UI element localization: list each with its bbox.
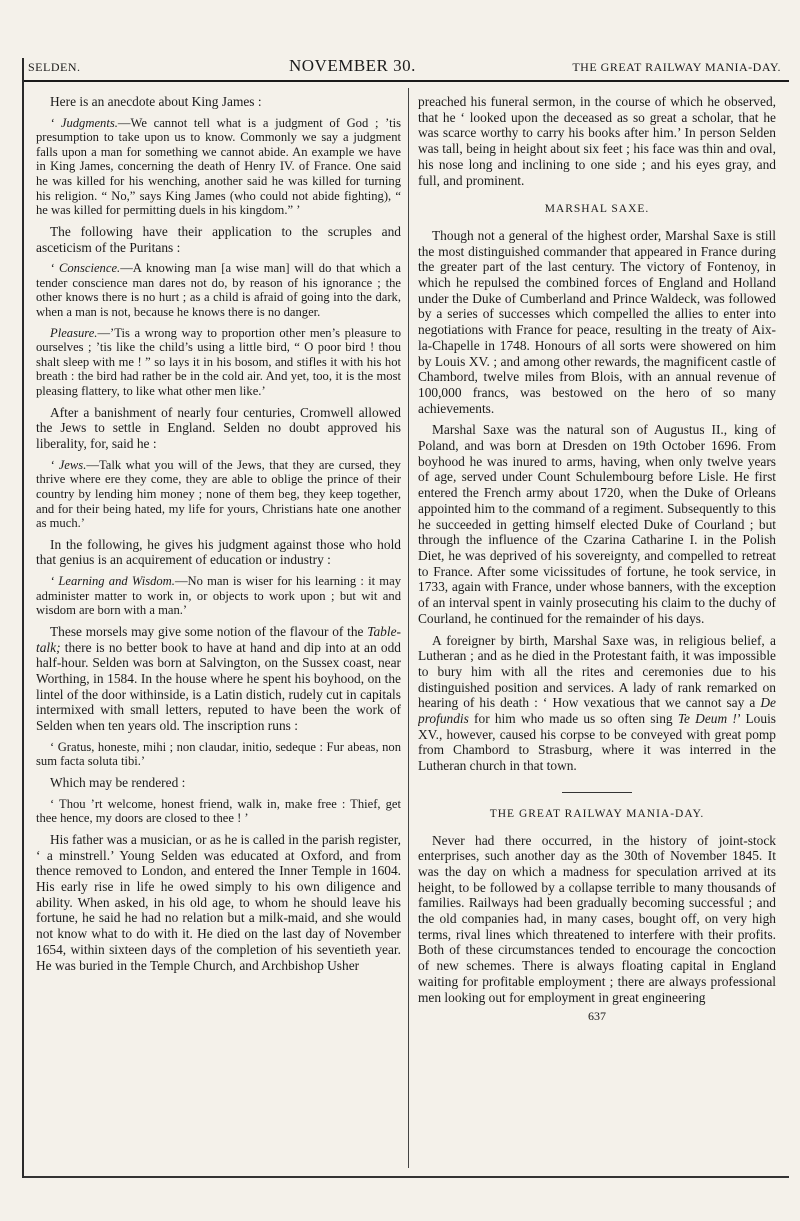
quote-title: ‘ Judgments. <box>50 115 118 130</box>
latin-inscription: ‘ Gratus, honeste, mihi ; non claudar, initio, sedeque : Fur abeas, non sum facta soluta tibi.’ <box>36 739 401 769</box>
quote-judgments <box>36 116 401 218</box>
quote-title: Pleasure. <box>50 325 98 340</box>
paragraph: Marshal Saxe was the natural son of Augustus II., king of Poland, and was born at Dresden on 19th October 1696. From boyhood he was inured to arms, having, when only twelve years of age, served under Count Schulembourg before Lisle. He first entered the French army about 1720, when the Duke of Orleans appointed him to the command of a regiment. Subsequently to this he succeeded in getting himself elected Duke of Courland ; but through the influence of the Czarina Catharine I. in the Polish Diet, he was deprived of his sovereignty, and compelled to retreat to France. After some vicissitudes of fortune, he took service, in 1733, again with France, under whose banners, with the exception of an interval spent in vainly prosecuting his claim to the duchy of Courland, he continued for the remainder of his days. <box>418 422 776 626</box>
inscription-translation: ‘ Thou ’rt welcome, honest friend, walk in, make free : Thief, get thee hence, my doors are closed to thee ! ’ <box>36 796 401 826</box>
paragraph: After a banishment of nearly four centuries, Cromwell allowed the Jews to settle in England. Selden no doubt approved his liberality, for, said he : <box>36 404 401 452</box>
quote-text: —Talk what you will of the Jews, that they are cursed, they thrive where ere they come, they are able to oblige the prince of their country by lending him money ; none of them beg, they keep together, and for their being hated, my life for yours, Christians hate one another as much.’ <box>36 457 401 531</box>
running-header <box>24 58 789 82</box>
paragraph: In the following, he gives his judgment against those who hold that genius is an acquirement of education or industry : <box>36 536 401 568</box>
quote-learning <box>36 574 401 618</box>
quote-title: ‘ Conscience. <box>50 261 121 276</box>
paragraph: preached his funeral sermon, in the course of which he observed, that he ‘ looked upon the deceased as so great a scholar, that he was scarce worthy to carry his books after him.’ In person Selden was tall, being in height about six feet ; his face was thin and oval, his nose long and inclining to one side ; and his eyes gray, and full, and prominent. <box>418 94 776 188</box>
quote-title: ‘ Learning and Wisdom. <box>50 574 175 589</box>
paragraph: His father was a musician, or as he is called in the parish register, ‘ a minstrell.’ Young Selden was educated at Oxford, and from thence removed to London, and entered the Inner Temple in 1604. His early rise in life he owed simply to his own diligence and ability. When asked, in his old age, to whom he should leave his fortune, he said he had no relation but a milk-maid, and she would not know what to do with it. He died on the last day of November 1654, within sixteen days of the completion of his seventieth year. He was buried in the Temple Church, and Archbishop Usher <box>36 831 401 973</box>
quote-text: —No man is wiser for his learning : it may administer matter to work in, or objects to work upon ; but wit and wisdom are born with a man.’ <box>36 574 401 618</box>
left-column <box>36 94 401 1169</box>
paragraph: Which may be rendered : <box>50 774 186 790</box>
header-left: SELDEN. <box>28 60 81 74</box>
book-page <box>22 58 789 1178</box>
quote-text: —’Tis a wrong way to proportion other men’s pleasure to ourselves ; ’tis like the child’s using a little bird, “ O poor bird ! thou shalt sleep with me ! ” so lays it in his bosom, and stifles it with his hot breath : the bird had rather be in the cold air. And yet, too, it is the most pleasing flattery, to like what other men like.’ <box>36 325 401 399</box>
paragraph: Never had there occurred, in the history of joint-stock enterprises, such another day as the 30th of November 1845. It was the day on which a madness for speculation arrived at its height, to be followed by a collapse terrible to many thousands of families. Railways had been gradually becoming successful ; and the old companies had, in many cases, bought off, on very high terms, rival lines which threatened to interfere with their profits. Both of these circumstances tended to encourage the concoction of new schemes. There is always floating capital in England waiting for profitable employment ; there are always professional men looking out for employment in great engineering <box>418 832 776 1005</box>
header-date: NOVEMBER 30. <box>289 56 416 75</box>
paragraph: The following have their application to the scruples and asceticism of the Puritans : <box>36 223 401 255</box>
page-number: 637 <box>588 1009 606 1024</box>
paragraph: These morsels may give some notion of the flavour of the Table-talk; there is no better book to have at hand and dip into at an odd half-hour. Selden was born at Salvington, on the Sussex coast, near Worthing, in 1584. In the house where he spent his boyhood, on the lintel of the door withinside, is a Latin distich, rudely cut in capitals intermixed with small letters, reputed to have been the work of Selden when ten years old. The inscription runs : <box>36 623 401 734</box>
paragraph: A foreigner by birth, Marshal Saxe was, in religious belief, a Lutheran ; and as he died in the Protestant faith, it was impossible to bury him with all the rites and ceremonies due to his distinguished position and services. A lady of rank remarked on hearing of his death : ‘ How vexatious that we cannot say a De profundis for him who made us so often sing Te Deum !’ Louis XV., however, caused his corpse to be conveyed with great pomp from Chambord to Strasburg, where it was interred in the Lutheran church in that town. <box>418 632 776 774</box>
section-divider <box>562 792 632 793</box>
column-divider <box>408 88 409 1168</box>
section-heading: MARSHAL SAXE. <box>544 203 650 216</box>
paragraph: Here is an anecdote about King James : <box>50 94 262 109</box>
italic-title: Table-talk; <box>36 623 401 655</box>
quote-text: —A knowing man [a wise man] will do that which a tender conscience man dares not do, by reason of his ignorance ; the other knows there is no hurt ; as a child is afraid of going into the dark, when a man is not, because he knows there is no danger. <box>36 261 401 320</box>
quote-text: —We cannot tell what is a judgment of God ; ’tis presumption to take upon us to know. Commonly we say a judgment falls upon a man for something we cannot abide. An example we have in King James, concerning the death of Henry IV. of France. One said he was killed for his wenching, another said he was killed for turning his religion. “ No,” says King James (who could not abide fighting), “ he was killed for permitting duels in his kingdom.” ’ <box>36 115 401 218</box>
right-column <box>418 94 776 1169</box>
paragraph: Though not a general of the highest order, Marshal Saxe is still the most distinguished commander that appeared in France during the greater part of the last century. The victory of Fontenoy, in which he repulsed the combined forces of England and Holland under the Duke of Cumberland and Prince Waldeck, was followed by a series of successes which compelled the allies to enter into negotiations with France for peace, resulting in the treaty of Aix-la-Chapelle in 1748. Honours of all sorts were showered on him by Louis XV. ; and among other rewards, the magnificent castle of Chambord, twelve miles from Blois, with an annual revenue of 100,000 francs, was bestowed on the hero of so many achievements. <box>418 227 776 416</box>
quote-pleasure <box>36 326 401 399</box>
quote-title: ‘ Jews. <box>50 457 87 472</box>
quote-conscience <box>36 261 401 319</box>
section-heading: THE GREAT RAILWAY MANIA-DAY. <box>489 807 705 820</box>
header-right: THE GREAT RAILWAY MANIA-DAY. <box>572 60 781 74</box>
bottom-rule <box>24 1176 789 1178</box>
quote-jews <box>36 458 401 531</box>
